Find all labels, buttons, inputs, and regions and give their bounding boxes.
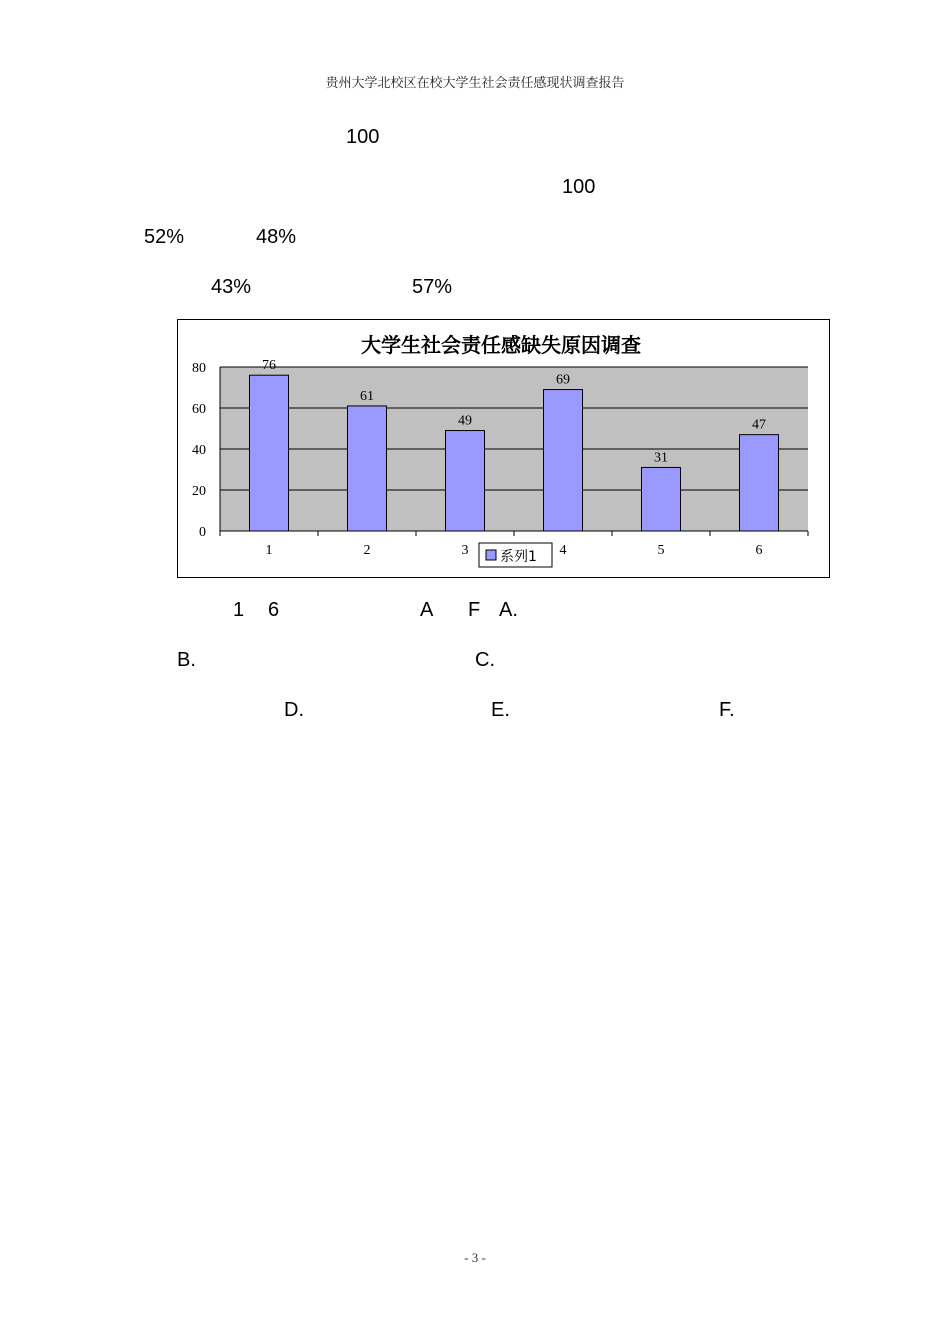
y-tick-label: 40: [192, 443, 206, 458]
body-percent: 57%: [412, 276, 453, 298]
body-number: 100: [562, 176, 596, 198]
data-label: 47: [752, 417, 766, 433]
bar: [250, 375, 289, 531]
caption-text: F: [468, 599, 481, 621]
bar-chart: [177, 319, 830, 578]
data-label: 31: [654, 450, 668, 466]
data-label: 49: [458, 413, 472, 429]
y-tick-label: 20: [192, 484, 206, 499]
x-tick-label: 4: [559, 543, 567, 558]
body-percent: 43%: [211, 276, 252, 298]
caption-text: A: [420, 599, 434, 621]
chart-canvas: [178, 320, 829, 577]
body-number: 100: [346, 126, 380, 148]
y-tick-label: 80: [192, 361, 206, 376]
data-label: 69: [556, 372, 570, 388]
option-f: F.: [719, 699, 735, 721]
page-header: 贵州大学北校区在校大学生社会责任感现状调查报告: [325, 76, 625, 91]
option-b: B.: [177, 649, 196, 671]
caption-text: 1: [233, 599, 245, 621]
body-percent: 48%: [256, 226, 297, 248]
page-number: - 3 -: [464, 1250, 486, 1265]
bar: [544, 390, 583, 531]
legend-swatch: [486, 550, 496, 560]
chart-title: 大学生社会责任感缺失原因调查: [361, 333, 641, 357]
y-tick-label: 60: [192, 402, 206, 417]
option-d: D.: [284, 699, 304, 721]
x-tick-label: 6: [755, 543, 763, 558]
bar: [642, 467, 681, 531]
bar: [740, 435, 779, 531]
x-tick-label: 1: [265, 543, 273, 558]
x-tick-label: 2: [363, 543, 371, 558]
caption-text: 6: [268, 599, 280, 621]
x-tick-label: 5: [657, 543, 665, 558]
body-percent: 52%: [144, 226, 185, 248]
legend-label: 系列1: [500, 549, 537, 565]
option-a: A.: [499, 599, 518, 621]
x-tick-label: 3: [461, 543, 469, 558]
option-c: C.: [475, 649, 495, 671]
data-label: 61: [360, 388, 374, 404]
y-tick-label: 0: [199, 525, 206, 540]
bar: [348, 406, 387, 531]
bar: [446, 431, 485, 531]
data-label: 76: [262, 358, 276, 374]
option-e: E.: [491, 699, 510, 721]
